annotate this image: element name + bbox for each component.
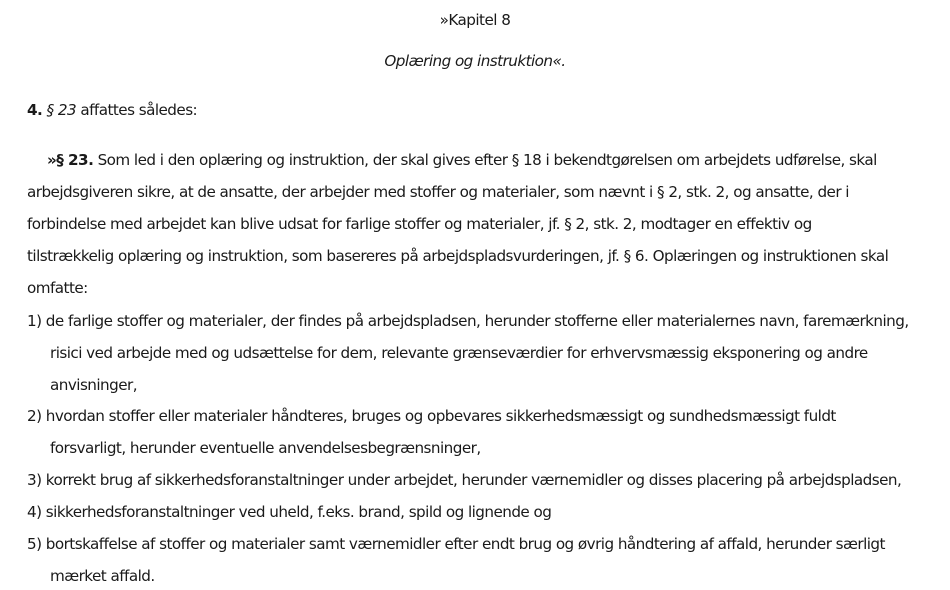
- list-item-1-cont: anvisninger,: [50, 376, 137, 394]
- section-line-3: forbindelse med arbejdet kan blive udsat for farlige stoffer og materialer, jf. § 2, stk. 2, modtager en effektiv og: [27, 215, 812, 233]
- amendment-text: affattes således:: [76, 101, 198, 119]
- chapter-title: Oplæring og instruktion«.: [384, 52, 566, 70]
- list-item-2: [27, 406, 836, 426]
- list-item-1: [27, 311, 909, 331]
- section-line-2: arbejdsgiveren sikre, at de ansatte, der arbejder med stoffer og materialer, som nævnt i § 2, stk. 2, og ansatte, der i: [27, 183, 849, 201]
- item-text: de farlige stoffer og materialer, der findes på arbejdspladsen, herunder stofferne eller materialernes navn, faremærkning,: [45, 312, 909, 330]
- amendment-number: 4.: [27, 101, 43, 119]
- list-item-2-cont: forsvarligt, herunder eventuelle anvendelsesbegrænsninger,: [50, 439, 481, 457]
- item-number: 2): [27, 407, 42, 425]
- list-item-5: [27, 534, 885, 554]
- item-text: korrekt brug af sikkerhedsforanstaltninger under arbejdet, herunder værnemidler og disses placering på arbejdspladsen,: [45, 471, 902, 489]
- item-number: 3): [27, 471, 42, 489]
- item-text: hvordan stoffer eller materialer håndteres, bruges og opbevares sikkerhedsmæssigt og sundhedsmæssigt fuldt: [45, 407, 836, 425]
- item-number: 1): [27, 312, 42, 330]
- section-line-4: tilstrækkelig oplæring og instruktion, som basereres på arbejdspladsvurderingen, jf. § 6. Oplæringen og instruktionen skal: [27, 247, 889, 265]
- item-text: bortskaffelse af stoffer og materialer samt værnemidler efter endt brug og øvrig håndtering af affald, herunder særligt: [45, 535, 885, 553]
- list-item-4: [27, 502, 551, 522]
- item-number: 5): [27, 535, 42, 553]
- amendment-section-ref: § 23: [46, 101, 77, 119]
- list-item-3: [27, 470, 901, 490]
- section-line-5: omfatte:: [27, 279, 88, 297]
- list-item-1-cont: risici ved arbejde med og udsættelse for dem, relevante grænseværdier for erhvervsmæssig eksponering og andre: [50, 344, 868, 362]
- section-text: Som led i den oplæring og instruktion, der skal gives efter § 18 i bekendtgørelsen om arbejdets udførelse, skal: [93, 151, 877, 169]
- list-item-5-cont: mærket affald.: [50, 567, 155, 585]
- section-label: »§ 23.: [47, 151, 94, 169]
- item-text: sikkerhedsforanstaltninger ved uheld, f.eks. brand, spild og lignende og: [45, 503, 552, 521]
- section-line-1: [47, 150, 877, 170]
- item-number: 4): [27, 503, 42, 521]
- amendment-line: [27, 100, 197, 120]
- chapter-heading: »Kapitel 8: [439, 11, 511, 29]
